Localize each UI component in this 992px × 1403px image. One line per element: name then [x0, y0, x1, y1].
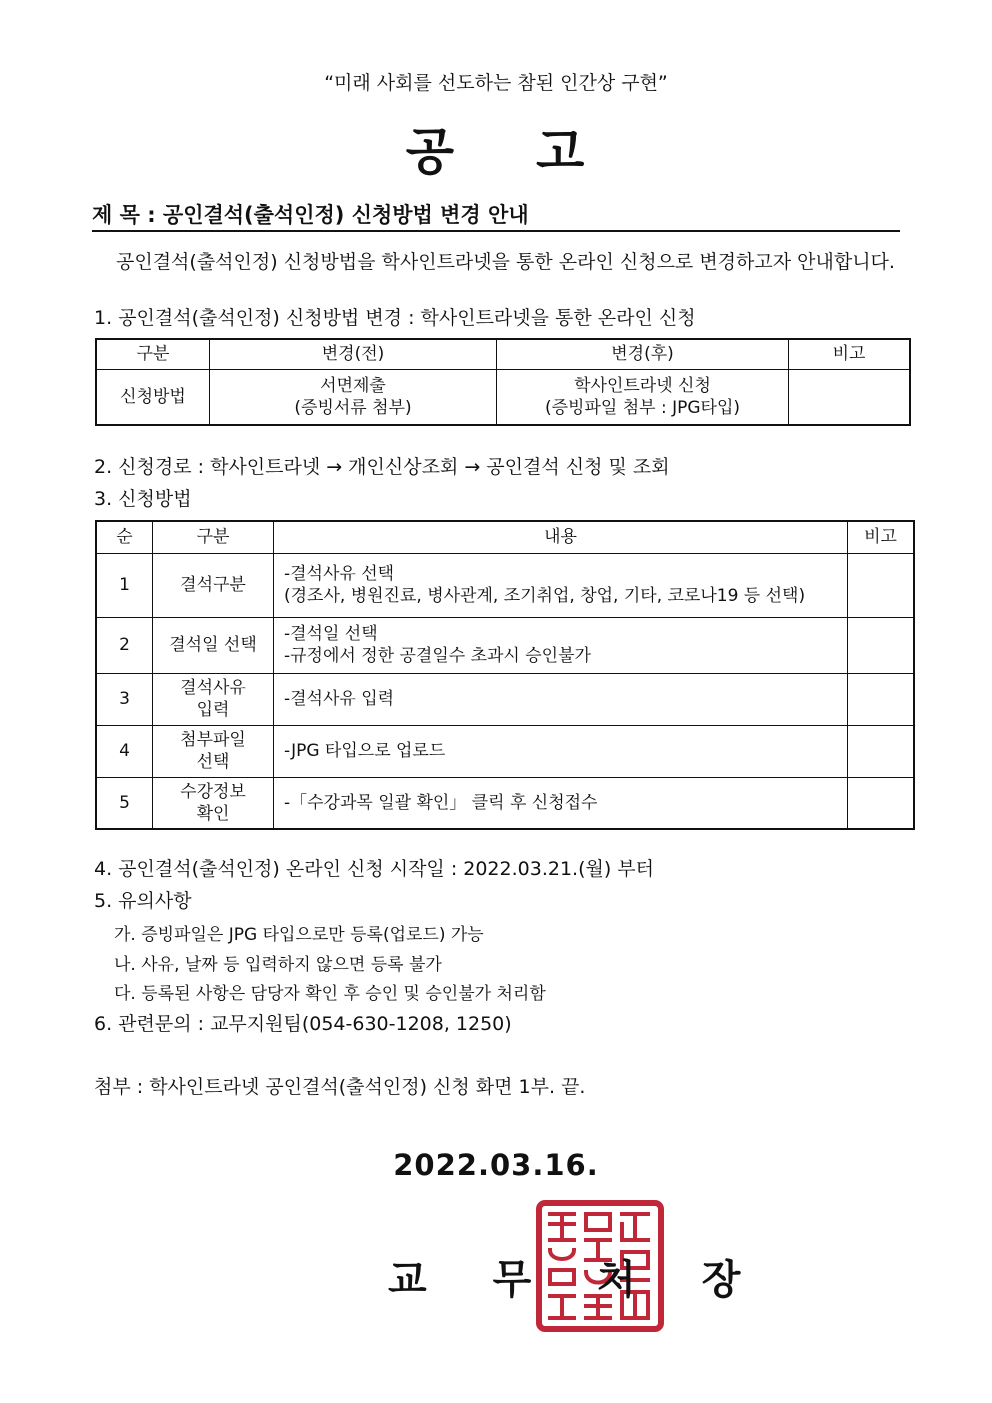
- row-no: 2: [96, 617, 153, 673]
- before-line-2: (증빙서류 첨부): [294, 397, 412, 418]
- before-line-1: 서면제출: [320, 375, 386, 396]
- content-line: -결석사유 선택: [284, 563, 395, 584]
- item-3: 3. 신청방법: [94, 488, 192, 510]
- t2-header-content: 내용: [274, 521, 848, 553]
- table-row: [96, 673, 914, 725]
- row-content: [274, 553, 848, 617]
- row-content: -결석사유 입력: [274, 673, 848, 725]
- category-line: 입력: [196, 700, 230, 720]
- row-note: [848, 553, 915, 617]
- category-line: 수강정보: [180, 781, 246, 802]
- table-row: [96, 725, 914, 777]
- note-1: 가. 증빙파일은 JPG 타입으로만 등록(업로드) 가능: [114, 925, 484, 945]
- row-no: 3: [96, 673, 153, 725]
- after-line-1: 학사인트라넷 신청: [574, 375, 711, 396]
- note-2: 나. 사유, 날짜 등 입력하지 않으면 등록 불가: [114, 955, 442, 975]
- row-content: -「수강과목 일괄 확인」 클릭 후 신청접수: [274, 777, 848, 829]
- table-row: [96, 553, 914, 617]
- row-content: [274, 617, 848, 673]
- row-content: -JPG 타입으로 업로드: [274, 725, 848, 777]
- content-line: (경조사, 병원진료, 병사관계, 조기취업, 창업, 기타, 코로나19 등 선택): [284, 586, 806, 606]
- t1-row-before: [210, 369, 497, 425]
- item-5: 5. 유의사항: [94, 890, 192, 912]
- t2-header-no: 순: [96, 521, 153, 553]
- row-no: 4: [96, 725, 153, 777]
- row-no: 5: [96, 777, 153, 829]
- note-3: 다. 등록된 사항은 담당자 확인 후 승인 및 승인불가 처리함: [114, 984, 546, 1004]
- item-6: 6. 관련문의 : 교무지원팀(054-630-1208, 1250): [94, 1013, 512, 1035]
- t1-row-note: [789, 369, 911, 425]
- intro-text: 공인결석(출석인정) 신청방법을 학사인트라넷을 통한 온라인 신청으로 변경하고자 안내합니다.: [116, 251, 895, 273]
- table-row: [96, 617, 914, 673]
- category-line: 확인: [196, 803, 230, 824]
- item-2: 2. 신청경로 : 학사인트라넷 → 개인신상조회 → 공인결석 신청 및 조회: [94, 456, 670, 478]
- t1-row-after: [497, 369, 789, 425]
- row-note: [848, 673, 915, 725]
- t1-header-note: 비고: [789, 339, 911, 369]
- procedure-table: [95, 520, 915, 830]
- notice-heading: [0, 112, 992, 184]
- row-category: [153, 777, 274, 829]
- row-category: 결석구분: [153, 553, 274, 617]
- category-line: 선택: [196, 752, 230, 772]
- subject-underline: [92, 230, 900, 232]
- item-1: 1. 공인결석(출석인정) 신청방법 변경 : 학사인트라넷을 통한 온라인 신청: [94, 307, 696, 329]
- item-4: 4. 공인결석(출석인정) 온라인 신청 시작일 : 2022.03.21.(월) 부터: [94, 858, 655, 880]
- category-line: 결석사유: [180, 677, 246, 698]
- row-note: [848, 725, 915, 777]
- t1-header-after: 변경(후): [497, 339, 789, 369]
- heading-char-2: 고: [536, 123, 587, 181]
- signer-title: 교 무 처 장: [388, 1257, 767, 1303]
- attachment-note: 첨부 : 학사인트라넷 공인결석(출석인정) 신청 화면 1부. 끝.: [94, 1076, 586, 1098]
- row-category: [153, 673, 274, 725]
- heading-char-1: 공: [405, 123, 456, 181]
- row-note: [848, 617, 915, 673]
- row-category: 결석일 선택: [153, 617, 274, 673]
- table-row: [96, 369, 910, 425]
- table-row: [96, 777, 914, 829]
- t2-header-note: 비고: [848, 521, 915, 553]
- row-no: 1: [96, 553, 153, 617]
- row-category: [153, 725, 274, 777]
- row-note: [848, 777, 915, 829]
- issue-date: 2022.03.16.: [393, 1148, 599, 1182]
- t2-header-category: 구분: [153, 521, 274, 553]
- t1-header-category: 구분: [96, 339, 210, 369]
- content-line: -규정에서 정한 공결일수 초과시 승인불가: [284, 646, 591, 666]
- subject-line: 제 목 : 공인결석(출석인정) 신청방법 변경 안내: [92, 203, 529, 227]
- method-change-table: [95, 338, 911, 426]
- t1-row-label: 신청방법: [96, 369, 210, 425]
- category-line: 첨부파일: [180, 729, 246, 750]
- t1-header-before: 변경(전): [210, 339, 497, 369]
- after-line-2: (증빙파일 첨부 : JPG타입): [544, 397, 741, 418]
- content-line: -결석일 선택: [284, 623, 378, 644]
- motto: “미래 사회를 선도하는 참된 인간상 구현”: [324, 72, 668, 94]
